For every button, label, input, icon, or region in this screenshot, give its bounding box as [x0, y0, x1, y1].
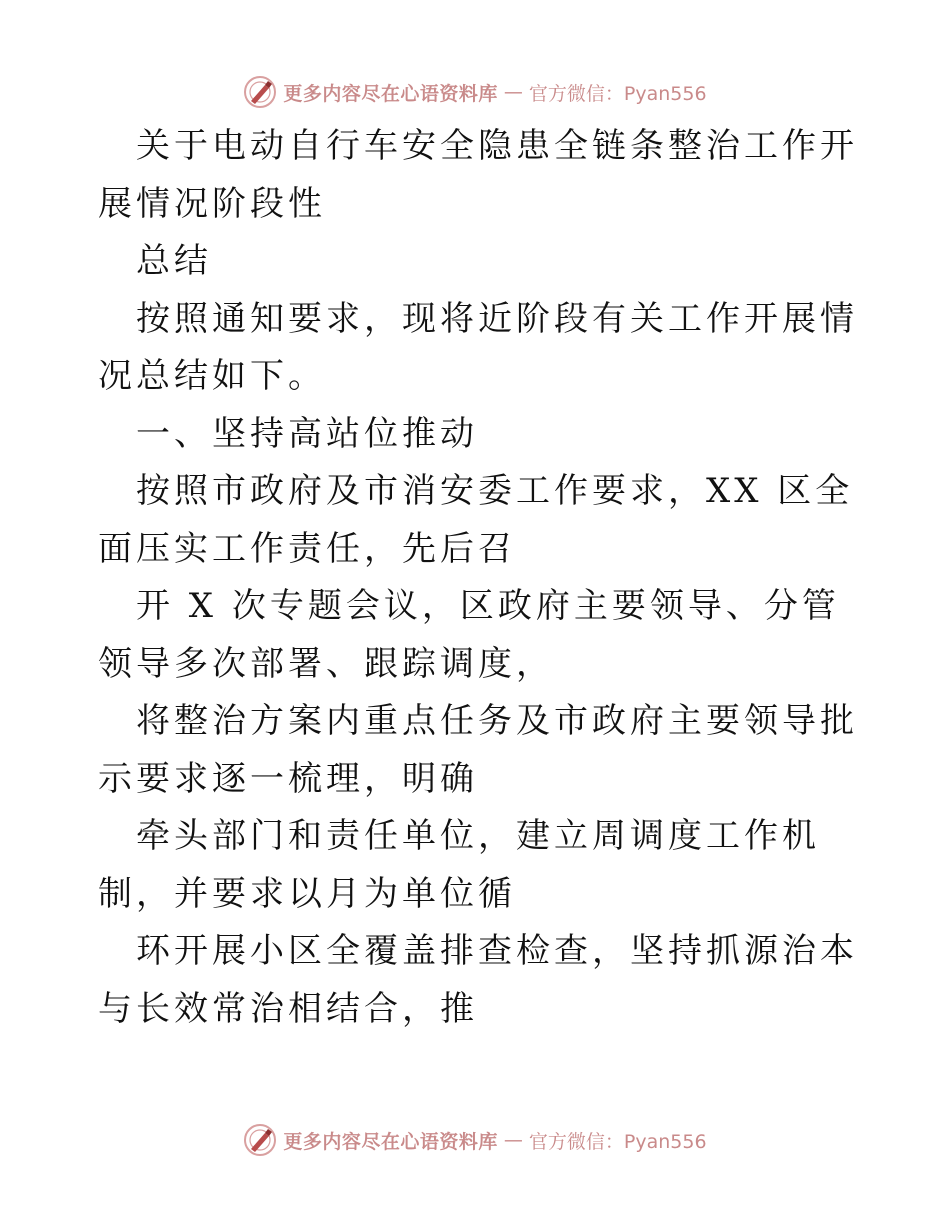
watermark-separator: — [503, 81, 523, 103]
document-title-line: 关于电动自行车安全隐患全链条整治工作开展情况阶段性 [98, 126, 858, 224]
body-paragraph: 牵头部门和责任单位，建立周调度工作机制，并要求以月为单位循 [98, 816, 820, 914]
watermark-contact-text: 官方微信：Pyan556 [528, 82, 707, 105]
document-body [98, 118, 858, 1038]
body-paragraph: 开 X 次专题会议，区政府主要领导、分管领导多次部署、跟踪调度， [98, 586, 840, 684]
watermark-brand-text: 更多内容尽在心语资料库 [283, 1130, 498, 1153]
body-paragraph: 将整治方案内重点任务及市政府主要领导批示要求逐一梳理，明确 [98, 701, 858, 799]
body-paragraph: 按照市政府及市消安委工作要求，XX 区全面压实工作责任，先后召 [98, 471, 854, 569]
watermark-separator: — [503, 1129, 523, 1151]
watermark-contact-text: 官方微信：Pyan556 [528, 1130, 707, 1153]
header-watermark [0, 72, 950, 112]
pen-logo-icon [243, 1123, 277, 1157]
body-paragraph: 按照通知要求，现将近阶段有关工作开展情况总结如下。 [98, 298, 858, 396]
section-heading: 一、坚持高站位推动 [136, 413, 478, 454]
watermark-brand-text: 更多内容尽在心语资料库 [283, 82, 498, 105]
body-paragraph: 环开展小区全覆盖排查检查，坚持抓源治本与长效常治相结合，推 [98, 931, 858, 1029]
document-title-line: 总结 [136, 241, 212, 281]
footer-watermark [0, 1120, 950, 1160]
pen-logo-icon [243, 75, 277, 109]
